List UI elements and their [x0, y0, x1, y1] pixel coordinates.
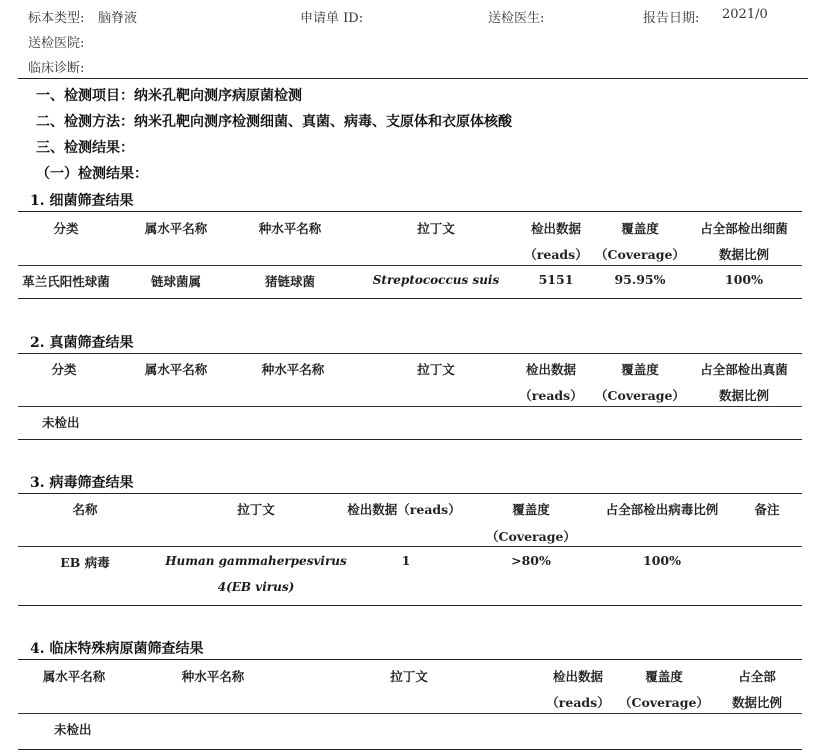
virus-row-name: EB 病毒 [60, 555, 110, 570]
bacteria-th-category: 分类 [53, 221, 79, 236]
bacteria-th-ratio-2: 数据比例 [718, 247, 770, 262]
bacteria-th-latin: 拉丁文 [417, 221, 455, 236]
special-th-ratio-2: 数据比例 [731, 695, 783, 710]
bacteria-table-top-rule [18, 211, 802, 212]
bacteria-row-species: 猪链球菌 [264, 274, 316, 289]
special-th-coverage-unit: （Coverage） [619, 695, 709, 710]
virus-th-coverage: 覆盖度 [512, 502, 550, 517]
virus-table-top-rule [18, 493, 802, 494]
bacteria-th-coverage-unit: （Coverage） [595, 247, 685, 262]
virus-row-latin-1: Human gammaherpesvirus [165, 554, 347, 568]
fungi-th-latin: 拉丁文 [417, 362, 455, 377]
virus-th-ratio: 占全部检出病毒比例 [605, 502, 719, 517]
specimen-type-label: 标本类型: [28, 11, 85, 26]
virus-th-note: 备注 [754, 502, 780, 517]
bacteria-th-reads: 检出数据 [530, 221, 582, 236]
hospital-label: 送检医院: [28, 36, 85, 51]
fungi-th-coverage-unit: （Coverage） [595, 388, 685, 403]
bacteria-row-genus: 链球菌属 [150, 274, 202, 289]
fungi-th-ratio: 占全部检出真菌 [700, 362, 788, 377]
bacteria-th-reads-unit: （reads） [524, 247, 588, 262]
fungi-table-top-rule [18, 353, 802, 354]
report-date-label: 报告日期: [643, 11, 700, 26]
special-table-bottom-rule [18, 749, 802, 750]
bacteria-row-reads: 5151 [538, 272, 574, 287]
virus-row-latin-2: 4(EB virus) [217, 580, 295, 594]
fungi-not-detected: 未检出 [42, 415, 80, 430]
bacteria-table-bottom-rule [18, 298, 802, 299]
detection-item: 一、检测项目：纳米孔靶向测序病原菌检测 [36, 88, 302, 104]
virus-header-rule [18, 546, 802, 547]
virus-th-coverage-unit: （Coverage） [486, 529, 576, 544]
special-title: 4. 临床特殊病原菌筛查结果 [30, 641, 204, 657]
bacteria-row-category: 革兰氏阳性球菌 [22, 274, 110, 289]
virus-title: 3. 病毒筛查结果 [30, 475, 134, 491]
detection-sub-result: （一）检测结果： [36, 166, 148, 182]
diagnosis-label: 临床诊断: [28, 61, 85, 76]
fungi-th-genus: 属水平名称 [144, 362, 208, 377]
fungi-header-rule [18, 406, 802, 407]
special-header-rule [18, 713, 802, 714]
fungi-th-ratio-2: 数据比例 [718, 388, 770, 403]
virus-th-latin: 拉丁文 [237, 502, 275, 517]
detection-method: 二、检测方法：纳米孔靶向测序检测细菌、真菌、病毒、支原体和衣原体核酸 [36, 114, 512, 130]
special-th-coverage: 覆盖度 [645, 669, 683, 684]
specimen-type-value: 脑脊液 [98, 11, 138, 26]
virus-th-name: 名称 [72, 502, 98, 517]
bacteria-th-ratio: 占全部检出细菌 [700, 221, 788, 236]
report-date-value: 2021/0 [722, 7, 768, 22]
virus-row-reads: 1 [401, 553, 411, 568]
bacteria-row-ratio: 100% [725, 272, 763, 287]
fungi-th-reads: 检出数据 [525, 362, 577, 377]
special-th-genus: 属水平名称 [42, 669, 106, 684]
bacteria-title: 1. 细菌筛查结果 [30, 193, 134, 209]
special-th-species: 种水平名称 [181, 669, 245, 684]
special-th-ratio: 占全部 [738, 669, 776, 684]
fungi-th-reads-unit: （reads） [519, 388, 583, 403]
fungi-th-coverage: 覆盖度 [621, 362, 659, 377]
fungi-title: 2. 真菌筛查结果 [30, 335, 134, 351]
bacteria-th-genus: 属水平名称 [144, 221, 208, 236]
doctor-label: 送检医生: [488, 11, 545, 26]
bacteria-row-latin: Streptococcus suis [372, 273, 500, 287]
header-divider [18, 78, 808, 79]
request-id-label: 申请单 ID: [300, 11, 364, 26]
fungi-table-bottom-rule [18, 439, 802, 440]
bacteria-header-rule [18, 265, 802, 266]
fungi-th-category: 分类 [51, 362, 77, 377]
bacteria-th-coverage: 覆盖度 [621, 221, 659, 236]
bacteria-th-species: 种水平名称 [258, 221, 322, 236]
special-th-latin: 拉丁文 [390, 669, 428, 684]
special-th-reads: 检出数据 [552, 669, 604, 684]
virus-row-coverage: >80% [511, 553, 551, 568]
detection-result: 三、检测结果： [36, 140, 134, 156]
virus-row-ratio: 100% [643, 553, 681, 568]
special-table-top-rule [18, 659, 802, 660]
special-th-reads-unit: （reads） [546, 695, 610, 710]
fungi-th-species: 种水平名称 [261, 362, 325, 377]
virus-th-reads: 检出数据（reads） [347, 502, 461, 517]
virus-table-bottom-rule [18, 605, 802, 606]
bacteria-row-coverage: 95.95% [614, 272, 666, 287]
special-not-detected: 未检出 [54, 722, 92, 737]
